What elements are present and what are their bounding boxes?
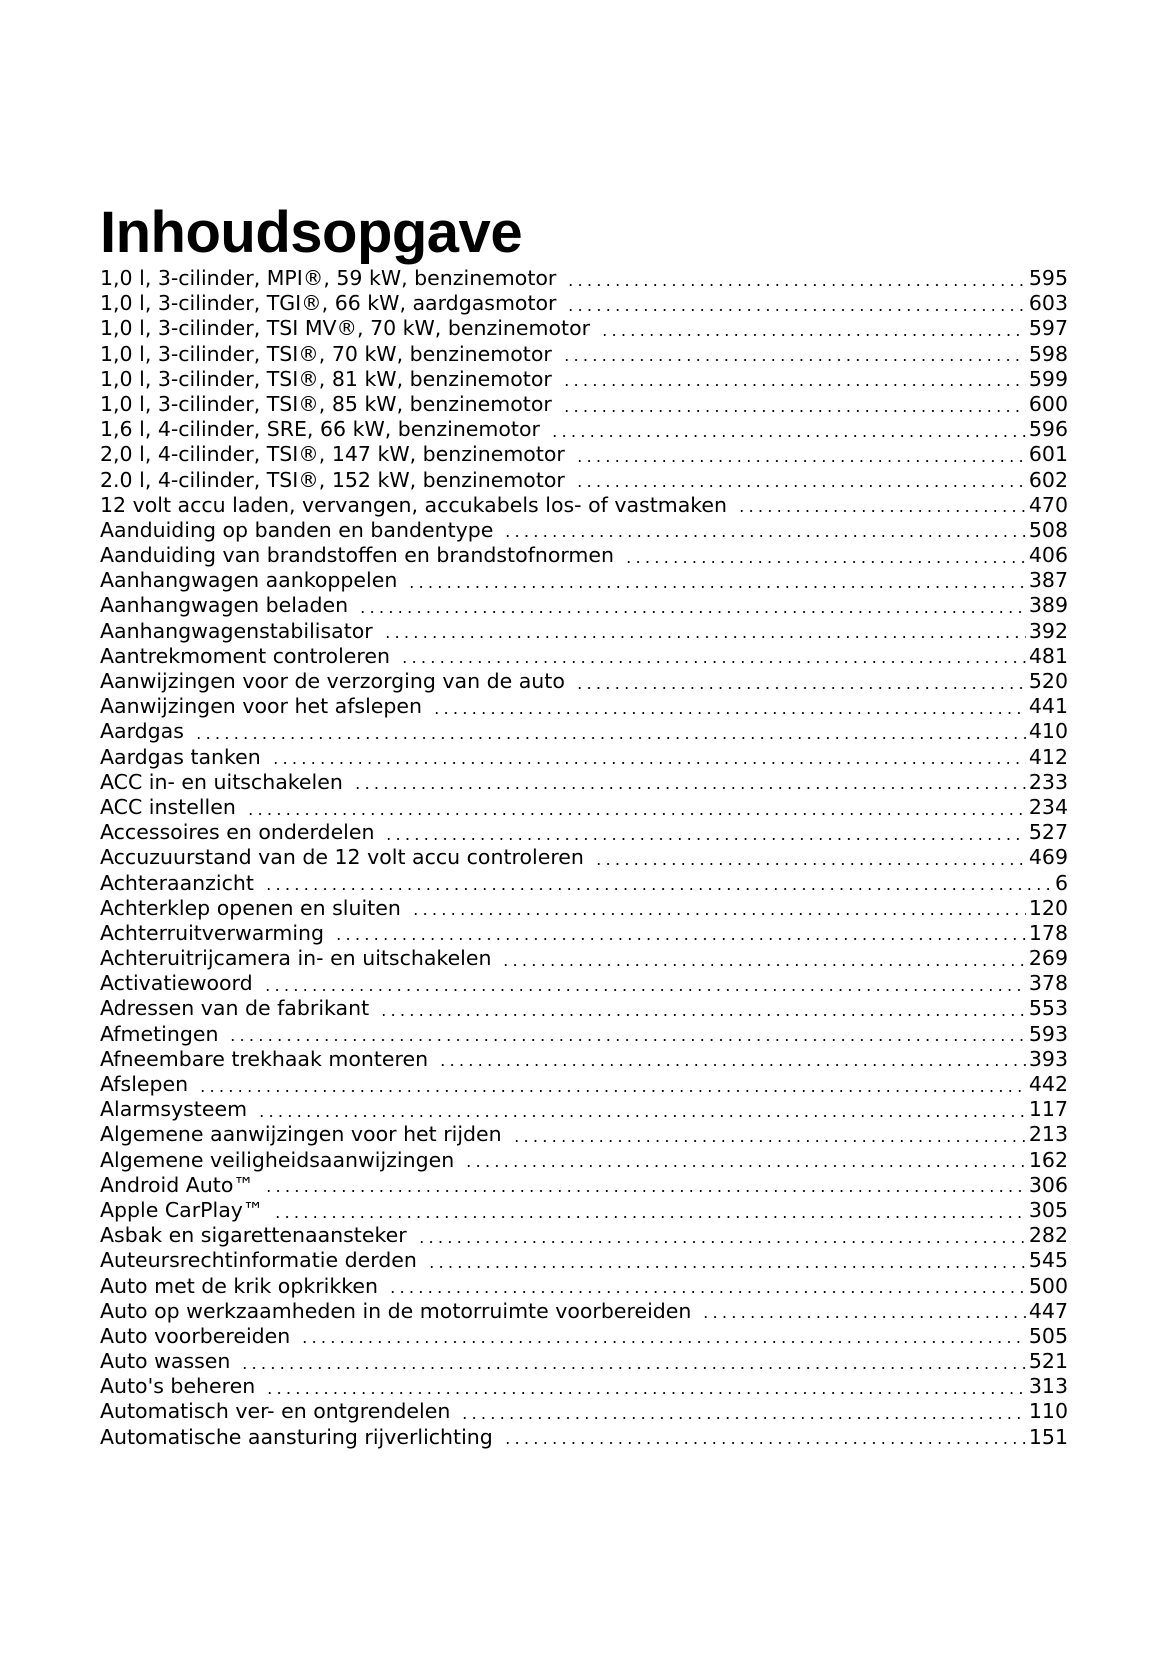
dot-leader — [503, 1442, 1026, 1444]
toc-entry-page-number: 120 — [1028, 895, 1068, 920]
dot-leader — [411, 913, 1026, 915]
toc-entry-label: Activatiewoord — [100, 971, 253, 996]
toc-entry-label: ACC instellen — [100, 794, 236, 819]
toc-entry-label: Auto wassen — [100, 1349, 231, 1374]
toc-entry-page-number: 269 — [1028, 946, 1068, 971]
toc-entry-page-number: 601 — [1028, 442, 1068, 467]
dot-leader — [257, 1115, 1026, 1117]
toc-entry-page-number: 313 — [1028, 1374, 1068, 1399]
toc-entry-page-number: 469 — [1028, 845, 1068, 870]
toc-entry-label: Accessoires en onderdelen — [100, 820, 375, 845]
toc-entry-label: Aanhangwagenstabilisator — [100, 618, 373, 643]
toc-entry[interactable] — [100, 367, 1068, 392]
dot-leader — [575, 460, 1026, 462]
toc-entry-label: Aanwijzingen voor de verzorging van de auto — [100, 669, 565, 693]
dot-leader — [624, 561, 1026, 563]
toc-entry[interactable] — [100, 795, 1068, 820]
toc-entry-page-number: 595 — [1028, 266, 1068, 290]
toc-entry[interactable] — [100, 1349, 1068, 1374]
toc-entry[interactable] — [100, 1399, 1068, 1424]
toc-entry-label: Aardgas tanken — [100, 744, 261, 769]
dot-leader — [737, 510, 1026, 512]
toc-entry-page-number: 392 — [1028, 618, 1068, 643]
toc-entry-page-number: 305 — [1028, 1197, 1068, 1222]
toc-entry-label: Afmetingen — [100, 1021, 219, 1046]
dot-leader — [353, 787, 1026, 789]
toc-entry-page-number: 596 — [1028, 417, 1068, 442]
toc-entry[interactable] — [100, 1097, 1068, 1122]
toc-entry-page-number: 233 — [1028, 769, 1068, 794]
dot-leader — [198, 1090, 1026, 1092]
toc-entry-label: 1,0 l, 3-cilinder, TSI MV®, 70 kW, benzinemotor — [100, 316, 591, 341]
toc-entry[interactable] — [100, 669, 1068, 694]
toc-entry-page-number: 306 — [1028, 1172, 1068, 1197]
toc-entry[interactable] — [100, 392, 1068, 417]
toc-entry-label: Algemene aanwijzingen voor het rijden — [100, 1122, 502, 1147]
toc-entry-label: Aanhangwagen beladen — [100, 593, 349, 618]
toc-entry-label: Algemene veiligheidsaanwijzingen — [100, 1147, 455, 1172]
dot-leader — [562, 359, 1026, 361]
dot-leader — [460, 1417, 1026, 1419]
dot-leader — [273, 1216, 1025, 1218]
toc-entry-page-number: 500 — [1028, 1273, 1068, 1298]
toc-entry-label: 12 volt accu laden, vervangen, accukabels los- of vastmaken — [100, 492, 728, 517]
toc-entry-label: Auto's beheren — [100, 1374, 256, 1399]
dot-leader — [264, 1190, 1026, 1192]
toc-entry-page-number: 178 — [1028, 920, 1068, 945]
toc-entry-label: Automatische aansturing rijverlichting — [100, 1424, 493, 1449]
dot-leader — [400, 661, 1026, 663]
dot-leader — [383, 636, 1026, 638]
toc-entry-page-number: 599 — [1028, 366, 1068, 391]
toc-entry-page-number: 600 — [1028, 391, 1068, 416]
toc-entry-label: Aanhangwagen aankoppelen — [100, 568, 398, 593]
table-of-contents — [100, 266, 1068, 1450]
toc-entry-label: Alarmsysteem — [100, 1097, 248, 1122]
toc-entry-page-number: 151 — [1028, 1424, 1068, 1449]
toc-entry-label: Adressen van de fabrikant — [100, 996, 370, 1021]
toc-entry-page-number: 545 — [1028, 1248, 1068, 1273]
toc-entry[interactable] — [100, 1148, 1068, 1173]
toc-entry[interactable] — [100, 291, 1068, 316]
toc-entry-page-number: 593 — [1028, 1021, 1068, 1046]
toc-entry-page-number: 602 — [1028, 467, 1068, 492]
page-title: Inhoudsopgave — [100, 200, 523, 265]
dot-leader — [701, 1316, 1025, 1318]
toc-entry-page-number: 508 — [1028, 517, 1068, 542]
toc-entry-page-number: 520 — [1028, 669, 1068, 693]
dot-leader — [228, 1039, 1025, 1041]
toc-entry[interactable] — [100, 442, 1068, 467]
dot-leader — [265, 1392, 1026, 1394]
dot-leader — [432, 712, 1026, 714]
dot-leader — [240, 1367, 1025, 1369]
dot-leader — [263, 989, 1026, 991]
toc-entry-label: Automatisch ver- en ontgrendelen — [100, 1399, 451, 1424]
toc-entry[interactable] — [100, 845, 1068, 870]
toc-entry-label: Aanduiding op banden en bandentype — [100, 517, 494, 542]
toc-entry[interactable] — [100, 1122, 1068, 1147]
toc-entry-label: Android Auto™ — [100, 1172, 254, 1197]
toc-entry[interactable] — [100, 342, 1068, 367]
dot-leader — [594, 863, 1026, 865]
toc-entry[interactable] — [100, 921, 1068, 946]
dot-leader — [550, 435, 1026, 437]
dot-leader — [566, 309, 1025, 311]
toc-entry[interactable] — [100, 417, 1068, 442]
toc-entry[interactable] — [100, 1324, 1068, 1349]
toc-entry-page-number: 505 — [1028, 1323, 1068, 1348]
toc-entry-label: 1,6 l, 4-cilinder, SRE, 66 kW, benzinemotor — [100, 417, 540, 442]
toc-entry-page-number: 162 — [1028, 1147, 1068, 1172]
toc-entry-page-number: 410 — [1028, 719, 1068, 744]
toc-entry-page-number: 603 — [1028, 291, 1068, 316]
toc-entry-label: Auteursrechtinformatie derden — [100, 1248, 417, 1273]
toc-entry-page-number: 393 — [1028, 1046, 1068, 1071]
toc-entry-label: Auto op werkzaamheden in de motorruimte voorbereiden — [100, 1298, 692, 1323]
toc-entry-page-number: 447 — [1028, 1298, 1068, 1323]
toc-entry-label: Apple CarPlay™ — [100, 1197, 264, 1222]
toc-entry-page-number: 234 — [1028, 794, 1068, 819]
toc-entry[interactable] — [100, 946, 1068, 971]
toc-entry[interactable] — [100, 1072, 1068, 1097]
toc-entry-label: 2,0 l, 4-cilinder, TSI®, 147 kW, benzinemotor — [100, 442, 565, 467]
toc-entry[interactable] — [100, 568, 1068, 593]
toc-entry[interactable] — [100, 871, 1068, 896]
toc-entry-label: 2.0 l, 4-cilinder, TSI®, 152 kW, benzinemotor — [100, 467, 565, 492]
toc-entry-page-number: 389 — [1028, 593, 1068, 618]
toc-entry[interactable] — [100, 1223, 1068, 1248]
toc-entry-page-number: 597 — [1028, 316, 1068, 341]
toc-entry[interactable] — [100, 468, 1068, 493]
toc-entry-page-number: 406 — [1028, 543, 1068, 568]
toc-entry-page-number: 553 — [1028, 996, 1068, 1021]
toc-entry[interactable] — [100, 266, 1068, 291]
toc-entry-page-number: 470 — [1028, 492, 1068, 517]
toc-entry-page-number: 378 — [1028, 971, 1068, 996]
toc-entry-page-number: 598 — [1028, 341, 1068, 366]
toc-entry[interactable] — [100, 593, 1068, 618]
toc-entry-page-number: 387 — [1028, 568, 1068, 593]
toc-entry[interactable] — [100, 694, 1068, 719]
dot-leader — [427, 1266, 1026, 1268]
dot-leader — [575, 485, 1026, 487]
toc-entry[interactable] — [100, 1198, 1068, 1223]
toc-entry-label: 1,0 l, 3-cilinder, MPI®, 59 kW, benzinemotor — [100, 266, 557, 290]
toc-entry-label: Aanduiding van brandstoffen en brandstofnormen — [100, 543, 615, 568]
toc-entry-label: 1,0 l, 3-cilinder, TGI®, 66 kW, aardgasmotor — [100, 291, 557, 316]
toc-entry-page-number: 441 — [1028, 694, 1068, 719]
toc-entry-label: 1,0 l, 3-cilinder, TSI®, 81 kW, benzinemotor — [100, 366, 552, 391]
toc-entry-label: 1,0 l, 3-cilinder, TSI®, 85 kW, benzinemotor — [100, 391, 552, 416]
toc-entry-label: Achterklep openen en sluiten — [100, 895, 401, 920]
toc-entry[interactable] — [100, 770, 1068, 795]
dot-leader — [438, 1064, 1026, 1066]
dot-leader — [384, 838, 1025, 840]
toc-entry[interactable] — [100, 719, 1068, 744]
dot-leader — [417, 1241, 1026, 1243]
toc-entry-label: Aanwijzingen voor het afslepen — [100, 694, 423, 719]
toc-entry-page-number: 117 — [1028, 1097, 1068, 1122]
toc-entry-page-number: 213 — [1028, 1122, 1068, 1147]
dot-leader — [501, 964, 1025, 966]
dot-leader — [575, 687, 1026, 689]
toc-entry-label: Achteruitrijcamera in- en uitschakelen — [100, 946, 492, 971]
toc-entry-page-number: 110 — [1028, 1399, 1068, 1424]
toc-entry[interactable] — [100, 1299, 1068, 1324]
toc-entry[interactable] — [100, 543, 1068, 568]
dot-leader — [379, 1014, 1026, 1016]
dot-leader — [503, 535, 1025, 537]
toc-entry[interactable] — [100, 1274, 1068, 1299]
toc-entry-page-number: 282 — [1028, 1223, 1068, 1248]
toc-entry[interactable] — [100, 316, 1068, 341]
toc-entry[interactable] — [100, 1374, 1068, 1399]
dot-leader — [300, 1341, 1026, 1343]
toc-entry[interactable] — [100, 1047, 1068, 1072]
toc-entry[interactable] — [100, 619, 1068, 644]
toc-entry-label: ACC in- en uitschakelen — [100, 769, 343, 794]
toc-entry-label: 1,0 l, 3-cilinder, TSI®, 70 kW, benzinemotor — [100, 341, 552, 366]
dot-leader — [388, 1291, 1026, 1293]
dot-leader — [566, 284, 1026, 286]
dot-leader — [407, 586, 1026, 588]
document-page — [100, 200, 1068, 1450]
toc-entry-page-number: 521 — [1028, 1349, 1068, 1374]
dot-leader — [512, 1140, 1026, 1142]
toc-entry-page-number: 412 — [1028, 744, 1068, 769]
toc-entry[interactable] — [100, 996, 1068, 1021]
dot-leader — [271, 762, 1026, 764]
toc-entry-label: Achteraanzicht — [100, 870, 254, 895]
toc-entry[interactable] — [100, 971, 1068, 996]
dot-leader — [562, 384, 1026, 386]
toc-entry-label: Auto voorbereiden — [100, 1323, 291, 1348]
toc-entry-label: Achterruitverwarming — [100, 920, 325, 945]
dot-leader — [600, 334, 1026, 336]
dot-leader — [562, 410, 1026, 412]
toc-entry[interactable] — [100, 1173, 1068, 1198]
toc-entry[interactable] — [100, 896, 1068, 921]
toc-entry-label: Accuzuurstand van de 12 volt accu controleren — [100, 845, 584, 870]
toc-entry-page-number: 481 — [1028, 643, 1068, 668]
toc-entry[interactable] — [100, 1425, 1068, 1450]
toc-entry-label: Asbak en sigarettenaansteker — [100, 1223, 407, 1248]
toc-entry-label: Aantrekmoment controleren — [100, 643, 390, 668]
toc-entry[interactable] — [100, 644, 1068, 669]
dot-leader — [246, 813, 1026, 815]
toc-entry-label: Afneembare trekhaak monteren — [100, 1046, 429, 1071]
dot-leader — [464, 1165, 1026, 1167]
toc-entry-page-number: 6 — [1054, 870, 1068, 895]
toc-entry-page-number: 442 — [1028, 1072, 1068, 1096]
toc-entry-label: Auto met de krik opkrikken — [100, 1273, 378, 1298]
toc-entry[interactable] — [100, 745, 1068, 770]
toc-entry[interactable] — [100, 518, 1068, 543]
toc-entry[interactable] — [100, 1248, 1068, 1273]
toc-entry-label: Aardgas — [100, 719, 184, 744]
dot-leader — [194, 737, 1026, 739]
dot-leader — [334, 938, 1026, 940]
toc-entry[interactable] — [100, 493, 1068, 518]
toc-entry[interactable] — [100, 820, 1068, 845]
toc-entry-page-number: 527 — [1028, 820, 1068, 845]
dot-leader — [358, 611, 1026, 613]
toc-entry[interactable] — [100, 1022, 1068, 1047]
toc-entry-label: Afslepen — [100, 1072, 189, 1096]
dot-leader — [264, 888, 1052, 890]
